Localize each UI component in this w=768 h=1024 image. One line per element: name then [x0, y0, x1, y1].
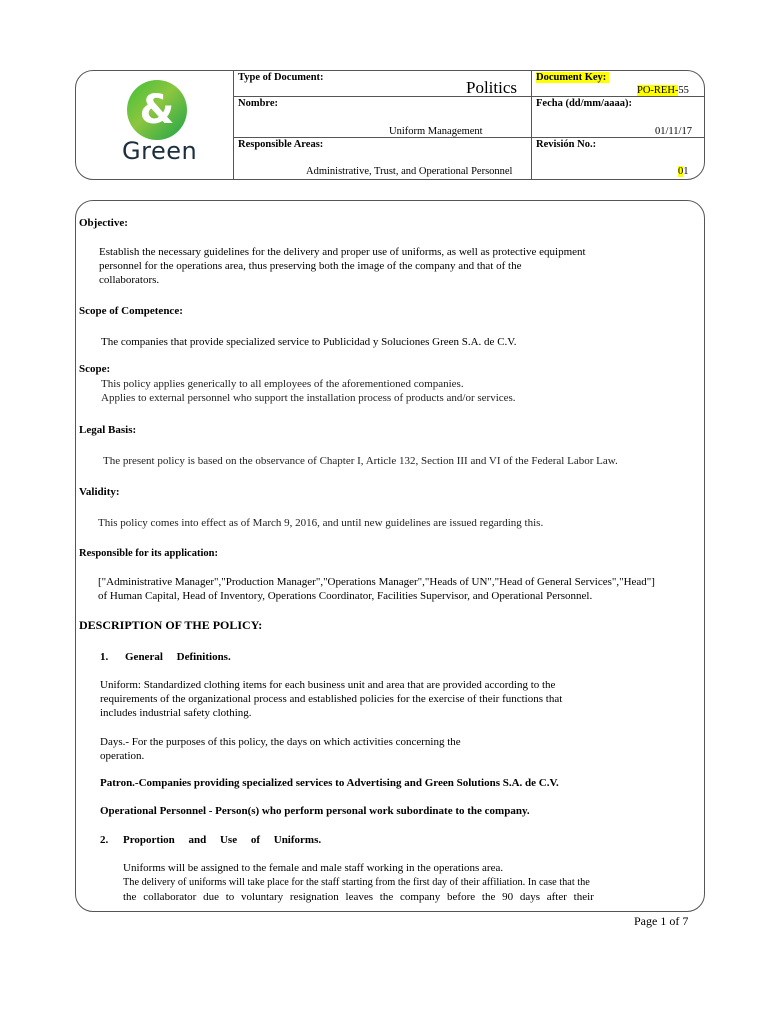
revision-digit: 1 [683, 166, 689, 177]
document-key-number: 55 [678, 85, 689, 96]
uniform-definition: requirements of the organizational process and established policies for the exercise of their functions that [100, 693, 563, 705]
scope-title: Scope: [79, 363, 111, 375]
document-key-prefix: PO-REH- [637, 85, 679, 96]
definitions-heading: General Definitions. [125, 651, 231, 663]
legal-basis-text: The present policy is based on the observance of Chapter I, Article 132, Section III and VI of the Federal Labor Law. [103, 455, 618, 467]
proportion-number: 2. [100, 834, 109, 846]
objective-line: Establish the necessary guidelines for the delivery and proper use of uniforms, as well as protective equipment [99, 246, 586, 258]
days-definition: operation. [100, 750, 145, 762]
logo-wordmark: Green [122, 137, 198, 165]
header-divider [233, 70, 234, 180]
page-number: Page 1 of 7 [634, 914, 689, 928]
uniform-definition: includes industrial safety clothing. [100, 707, 252, 719]
responsible-line: of Human Capital, Head of Inventory, Operations Coordinator, Facilities Supervisor, and Operational Personnel. [98, 590, 593, 602]
responsible-areas-value: Administrative, Trust, and Operational Personnel [306, 166, 513, 177]
fecha-value: 01/11/17 [655, 126, 692, 137]
definitions-number: 1. [100, 651, 109, 663]
operational-personnel-definition: Operational Personnel - Person(s) who perform personal work subordinate to the company. [100, 805, 530, 817]
ampersand-icon: & [139, 87, 175, 133]
objective-line: personnel for the operations area, thus preserving both the image of the company and that of the [99, 260, 522, 272]
scope-competence-text: The companies that provide specialized service to Publicidad y Soluciones Green S.A. de C.V. [101, 336, 517, 348]
header-divider [531, 70, 532, 180]
days-definition: Days.- For the purposes of this policy, the days on which activities concerning the [100, 736, 461, 748]
type-of-document-value: Politics [466, 78, 518, 97]
responsible-title: Responsible for its application: [79, 548, 218, 559]
scope-line: Applies to external personnel who support the installation process of products and/or services. [101, 392, 516, 404]
description-title: DESCRIPTION OF THE POLICY: [79, 618, 263, 632]
proportion-heading: Proportion and Use of Uniforms. [123, 834, 322, 846]
responsible-line: ["Administrative Manager","Production Manager","Operations Manager","Heads of UN","Head of General Services","Head"] [98, 576, 655, 588]
revision-value [678, 166, 689, 177]
patron-definition: Patron.-Companies providing specialized services to Advertising and Green Solutions S.A. de C.V. [100, 777, 559, 789]
type-of-document-label: Type of Document: [238, 72, 324, 83]
responsible-areas-label: Responsible Areas: [238, 139, 324, 150]
revision-digit: 0 [678, 166, 684, 177]
objective-title: Objective: [79, 217, 128, 229]
revision-label: Revisión No.: [536, 139, 597, 150]
fecha-label: Fecha (dd/mm/aaaa): [536, 98, 632, 109]
scope-competence-title: Scope of Competence: [79, 305, 183, 317]
legal-basis-title: Legal Basis: [79, 424, 137, 436]
validity-title: Validity: [79, 486, 120, 498]
document-key-value [637, 85, 689, 96]
validity-text: This policy comes into effect as of March 9, 2016, and until new guidelines are issued regarding this. [98, 517, 544, 529]
document-key-label: Document Key: [536, 72, 609, 83]
bullet-item: The delivery of uniforms will take place for the staff starting from the first day of their affiliation. In case that the [123, 877, 590, 888]
header-divider [233, 137, 705, 138]
bullet-item-continuation: the collaborator due to voluntary resignation leaves the company before the 90 days after their [123, 891, 594, 903]
scope-line: This policy applies generically to all employees of the aforementioned companies. [101, 378, 464, 390]
nombre-label: Nombre: [238, 98, 279, 109]
uniform-definition: Uniform: Standardized clothing items for each business unit and area that are provided according to the [100, 679, 556, 691]
nombre-value: Uniform Management [389, 126, 483, 137]
bullet-item: Uniforms will be assigned to the female and male staff working in the operations area. [123, 862, 504, 874]
objective-line: collaborators. [99, 274, 160, 286]
